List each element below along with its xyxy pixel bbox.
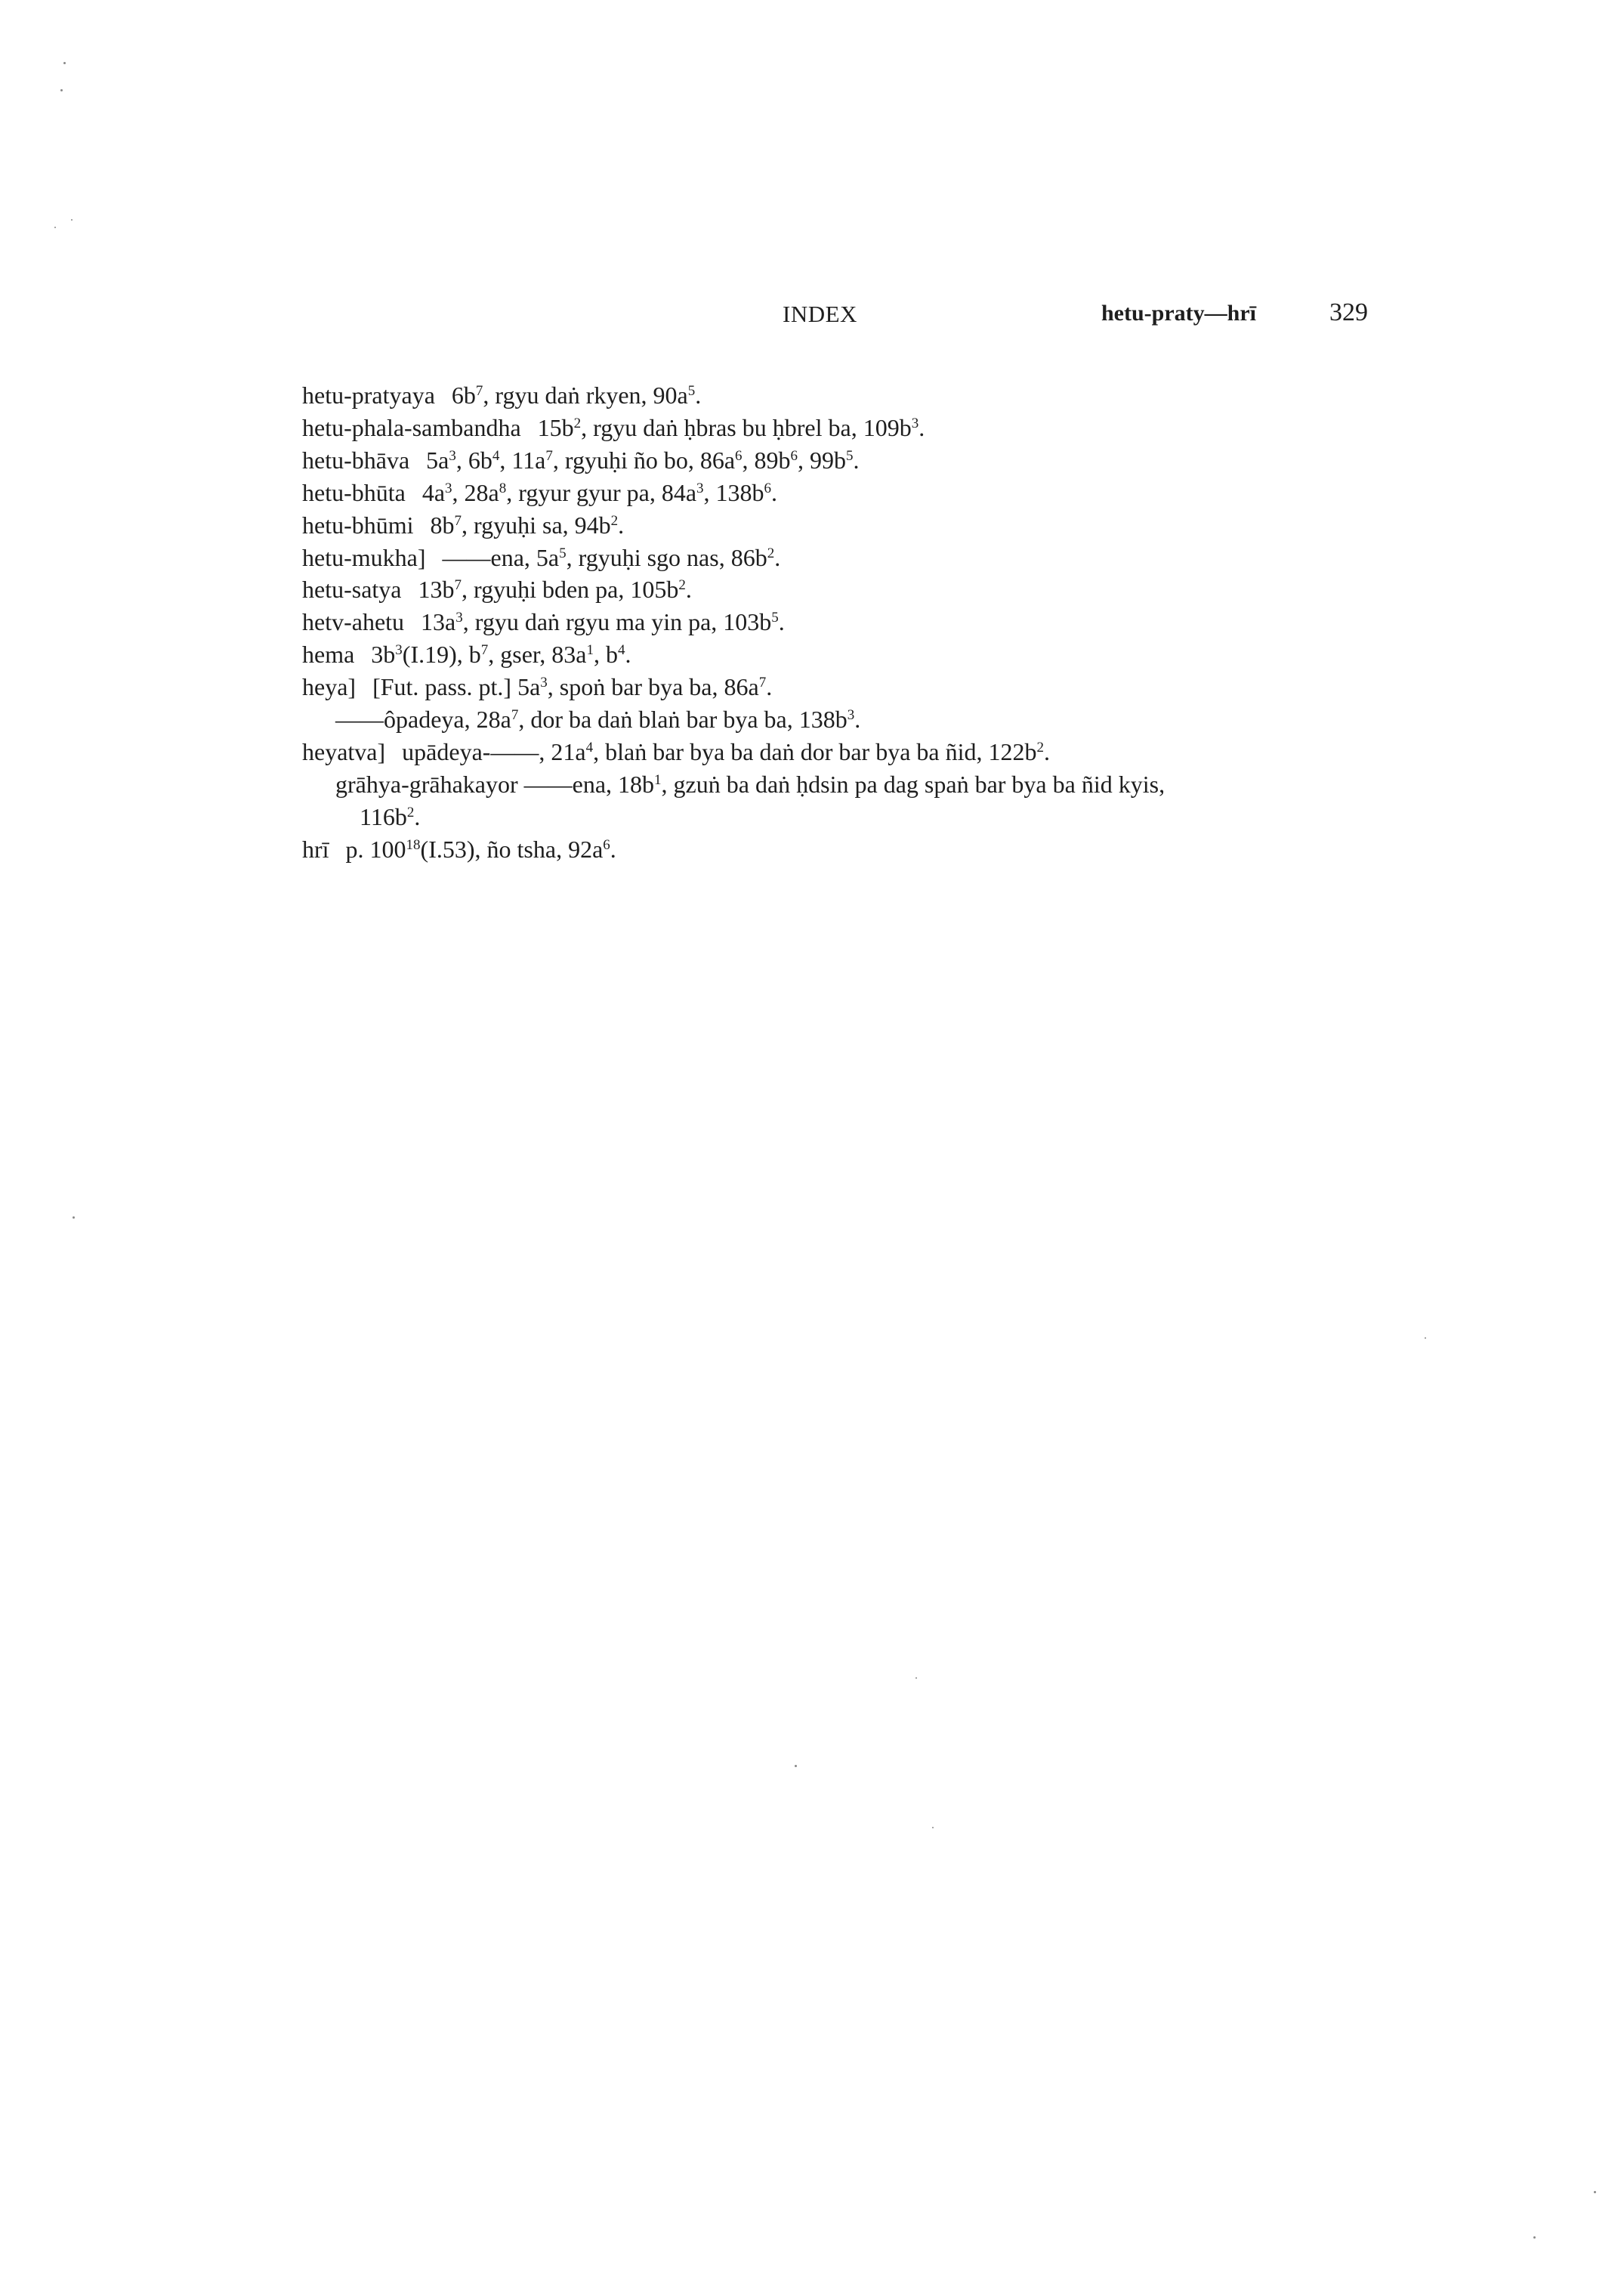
folio-reference [538, 414, 582, 441]
entry-text: , rgyu daṅ rgyu ma yin pa, [462, 608, 724, 636]
folio-reference [371, 641, 403, 668]
folio-number: 84a [661, 478, 697, 506]
folio-reference [536, 544, 567, 571]
folio-number: 122b [988, 737, 1037, 765]
entry-text: , dor ba daṅ blaṅ bar bya ba, [518, 706, 799, 733]
folio-number: 86a [724, 673, 759, 701]
folio-number: 138b [715, 478, 764, 506]
running-header [0, 298, 1624, 331]
folio-number: 4a [421, 478, 446, 506]
index-entry [302, 834, 616, 864]
line-number: 3 [540, 675, 548, 691]
entry-text: upādeya-——, [402, 737, 551, 765]
line-number: 5 [846, 447, 854, 464]
folio-number: 13b [418, 576, 455, 604]
entry-headword: hetu-mukha] [302, 543, 426, 571]
folio-number: 103b [723, 608, 772, 636]
entry-text: p. [345, 835, 370, 863]
folio-reference [989, 738, 1045, 765]
entry-text: ——ôpadeya, [335, 706, 477, 733]
folio-reference [477, 706, 519, 733]
entry-text: . [919, 413, 925, 441]
folio-number: 8b [430, 511, 455, 539]
line-number: 3 [696, 480, 704, 496]
entry-text: , blaṅ bar bya ba daṅ dor bar bya ba ñid, [593, 737, 989, 765]
folio-number: 89b [754, 446, 791, 474]
folio-reference [422, 479, 452, 506]
entry-headword: heya] [302, 673, 357, 701]
entry-text: , [798, 446, 810, 474]
line-number: 7 [545, 447, 553, 464]
entry-text: (I.19), [402, 641, 469, 669]
entry-text: . [685, 576, 692, 604]
entry-text: . [618, 511, 625, 539]
folio-number: 105b [630, 576, 679, 604]
entry-headword: hetu-satya [302, 576, 402, 604]
entry-text: , gser, [488, 641, 552, 669]
folio-reference [469, 641, 489, 668]
folio-number: 5a [517, 673, 541, 701]
folio-reference [517, 673, 548, 700]
folio-number: 5a [536, 543, 560, 571]
index-entry [302, 639, 631, 669]
folio-reference [551, 641, 594, 668]
index-entry [302, 607, 785, 637]
entry-text: , [499, 446, 512, 474]
folio-reference [370, 836, 421, 863]
folio-reference [731, 544, 775, 571]
line-number: 2 [573, 415, 582, 431]
entry-text: , rgyuḥi ño bo, [552, 446, 700, 474]
folio-reference [618, 771, 662, 798]
entry-text: , [742, 446, 755, 474]
line-number: 2 [1036, 739, 1044, 756]
folio-reference [653, 382, 696, 409]
entry-headword: hema [302, 641, 355, 669]
line-number: 6 [790, 447, 798, 464]
folio-reference [465, 479, 507, 506]
line-number: 3 [455, 610, 463, 626]
line-number: 7 [758, 675, 767, 691]
line-number: 2 [678, 577, 686, 594]
entry-text: , [703, 478, 716, 506]
entry-text: , rgyuḥi bden pa, [462, 576, 631, 604]
index-entry [302, 445, 860, 475]
folio-number: 6b [451, 382, 476, 409]
folio-number: 86a [699, 446, 736, 474]
index-entry [302, 380, 701, 410]
folio-reference [551, 738, 593, 765]
entry-text: , rgyur gyur pa, [506, 478, 662, 506]
folio-reference [418, 576, 462, 603]
entry-text: , rgyu daṅ rkyen, [483, 382, 653, 409]
folio-number: 99b [810, 446, 847, 474]
entry-text: . [774, 543, 781, 571]
line-number: 18 [406, 836, 421, 853]
folio-number: 13a [421, 608, 456, 636]
line-number: 5 [687, 383, 696, 399]
folio-number: 15b [537, 413, 574, 441]
entry-text: (I.53), ño tsha, [420, 835, 569, 863]
folio-reference [724, 673, 766, 700]
folio-number: b [606, 641, 618, 669]
folio-reference [723, 608, 779, 635]
index-entry [302, 672, 772, 702]
folio-reference [452, 382, 483, 409]
entry-text: . [1044, 737, 1050, 765]
folio-number: 83a [551, 641, 587, 669]
entry-text: . [625, 641, 631, 669]
line-number: 1 [586, 642, 594, 659]
folio-number: 138b [798, 706, 848, 733]
index-entry [360, 802, 420, 832]
folio-number: 109b [863, 413, 912, 441]
header-entry-range: hetu-praty—hrī [1101, 301, 1256, 326]
folio-number: 86b [730, 543, 767, 571]
entry-text: . [854, 706, 861, 733]
folio-reference [511, 447, 553, 474]
line-number: 6 [735, 447, 743, 464]
line-number: 5 [771, 610, 779, 626]
line-number: 3 [395, 642, 403, 659]
folio-number: 21a [551, 737, 586, 765]
folio-number: 94b [574, 511, 611, 539]
folio-number: 11a [511, 446, 546, 474]
folio-number: 116b [360, 802, 407, 830]
line-number: 7 [454, 512, 462, 529]
line-number: 3 [445, 480, 452, 496]
line-number: 7 [511, 707, 519, 723]
line-number: 4 [585, 739, 594, 756]
folio-reference [360, 803, 414, 830]
line-number: 3 [911, 415, 919, 431]
line-number: 2 [610, 512, 619, 529]
line-number: 4 [492, 447, 500, 464]
folio-number: 28a [464, 478, 499, 506]
folio-number: 90a [653, 382, 688, 409]
entry-text: . [414, 802, 421, 830]
line-number: 3 [847, 707, 855, 723]
line-number: 7 [480, 642, 489, 659]
entry-text: grāhya-grāhakayor ——ena, [335, 770, 619, 798]
folio-number: 5a [426, 446, 449, 474]
entry-headword: hetu-pratyaya [302, 382, 435, 409]
line-number: 4 [618, 642, 625, 659]
line-number: 7 [475, 383, 483, 399]
folio-number: 18b [618, 770, 655, 798]
folio-reference [863, 414, 919, 441]
folio-reference [662, 479, 704, 506]
folio-reference [426, 447, 456, 474]
entry-headword: hrī [302, 835, 329, 863]
entry-text: , [594, 641, 606, 669]
entry-text: , rgyuḥi sa, [462, 511, 575, 539]
entry-text: , [452, 478, 465, 506]
index-entry [302, 510, 624, 540]
line-number: 1 [654, 771, 662, 788]
folio-reference [810, 447, 854, 474]
folio-reference [431, 511, 462, 539]
index-entry [302, 542, 780, 573]
entry-text: . [610, 835, 616, 863]
index-entry [302, 574, 692, 604]
folio-number: 3b [371, 641, 396, 669]
entry-text: , [455, 446, 468, 474]
line-number: 7 [454, 577, 462, 594]
folio-reference [799, 706, 855, 733]
folio-reference [468, 447, 500, 474]
folio-number: 92a [568, 835, 604, 863]
folio-number: 100 [369, 835, 406, 863]
header-title: INDEX [783, 301, 857, 327]
entry-headword: hetu-phala-sambandha [302, 413, 521, 441]
index-entry [302, 477, 777, 508]
entry-headword: hetv-ahetu [302, 608, 405, 636]
line-number: 8 [499, 480, 507, 496]
entry-text: , rgyu daṅ ḥbras bu ḥbrel ba, [581, 413, 863, 441]
entry-text: , gzuṅ ba daṅ ḥdsin pa dag spaṅ bar bya ba ñid kyis, [661, 770, 1166, 798]
line-number: 6 [603, 836, 610, 853]
entry-text: . [771, 478, 778, 506]
entry-text: . [853, 446, 860, 474]
folio-reference [606, 641, 625, 668]
entry-headword: hetu-bhūta [302, 478, 406, 506]
entry-text: , rgyuḥi sgo nas, [566, 543, 731, 571]
folio-reference [630, 576, 686, 603]
entry-text: ——ena, [442, 543, 536, 571]
entry-headword: hetu-bhūmi [302, 511, 414, 539]
folio-reference [700, 447, 743, 474]
index-entry [302, 737, 1050, 767]
folio-reference [575, 511, 619, 539]
line-number: 2 [406, 804, 415, 820]
line-number: 3 [449, 447, 456, 464]
folio-number: 28a [476, 706, 511, 733]
line-number: 5 [559, 545, 567, 561]
folio-reference [755, 447, 798, 474]
index-entry [302, 413, 925, 443]
line-number: 2 [767, 545, 775, 561]
entry-text: . [766, 673, 773, 701]
entry-text: . [695, 382, 702, 409]
page-number: 329 [1329, 298, 1368, 326]
entry-text: , spoṅ bar bya ba, [547, 673, 724, 701]
index-entry [335, 704, 860, 734]
line-number: 6 [764, 480, 772, 496]
index-entry [335, 769, 1165, 799]
entry-headword: heyatva] [302, 737, 386, 765]
folio-reference [421, 608, 463, 635]
folio-reference [568, 836, 610, 863]
folio-number: b [468, 641, 481, 669]
entry-text: [Fut. pass. pt.] [372, 673, 518, 701]
folio-reference [716, 479, 772, 506]
entry-headword: hetu-bhāva [302, 446, 410, 474]
entry-text: . [778, 608, 785, 636]
folio-number: 6b [468, 446, 492, 474]
